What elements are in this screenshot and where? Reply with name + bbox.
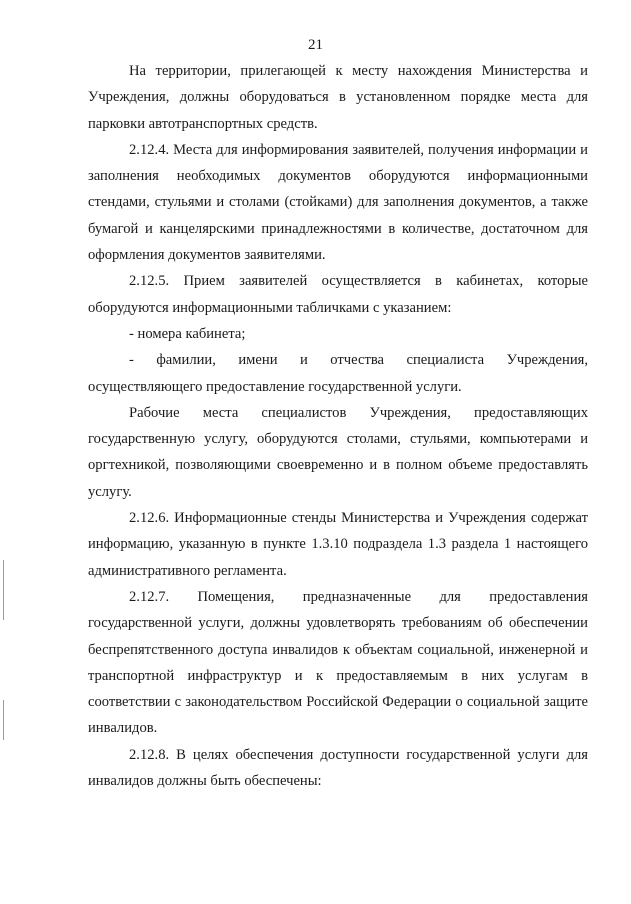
list-item-room-number: - номера кабинета; xyxy=(129,325,246,342)
paragraph-2-12-7: 2.12.7. Помещения, предназначенные для предоставления государственной услуги, должны удовлетворять требованиям об обеспечении беспрепятственного доступа инвалидов к объектам социальной, инженерной и транспортной инфраструктур и к предоставляемым в них услугам в соответствии с законодательством Российской Федерации о социальной защите инвалидов. xyxy=(88,588,588,737)
scan-edge-mark xyxy=(3,560,4,620)
paragraph-2-12-6: 2.12.6. Информационные стенды Министерства и Учреждения содержат информацию, указанную в пункте 1.3.10 подраздела 1.3 раздела 1 настоящего административного регламента. xyxy=(88,510,588,579)
paragraph-2-12-4: 2.12.4. Места для информирования заявителей, получения информации и заполнения необходимых документов оборудуются информационными стендами, стульями и столами (стойками) для заполнения документов, а также бумагой и канцелярскими принадлежностями в количестве, достаточном для оформления документов заявителями. xyxy=(88,141,588,264)
paragraph-2-12-8: 2.12.8. В целях обеспечения доступности государственной услуги для инвалидов должны быть обеспечены: xyxy=(88,746,588,790)
document-body xyxy=(88,58,588,794)
paragraph-workplaces: Рабочие места специалистов Учреждения, предоставляющих государственную услугу, оборудуются столами, стульями, компьютерами и оргтехникой, позволяющими своевременно и в полном объеме предоставлять услугу. xyxy=(88,404,588,500)
scan-edge-mark xyxy=(3,700,4,740)
page-number: 21 xyxy=(308,37,323,53)
paragraph-2-12-5: 2.12.5. Прием заявителей осуществляется в кабинетах, которые оборудуются информационными табличками с указанием: xyxy=(88,273,588,316)
list-item-specialist-name: - фамилии, имени и отчества специалиста Учреждения, осуществляющего предоставление государственной услуги. xyxy=(88,352,588,395)
paragraph-parking: На территории, прилегающей к месту нахождения Министерства и Учреждения, должны оборудоваться в установленном порядке места для парковки автотранспортных средств. xyxy=(88,63,588,132)
